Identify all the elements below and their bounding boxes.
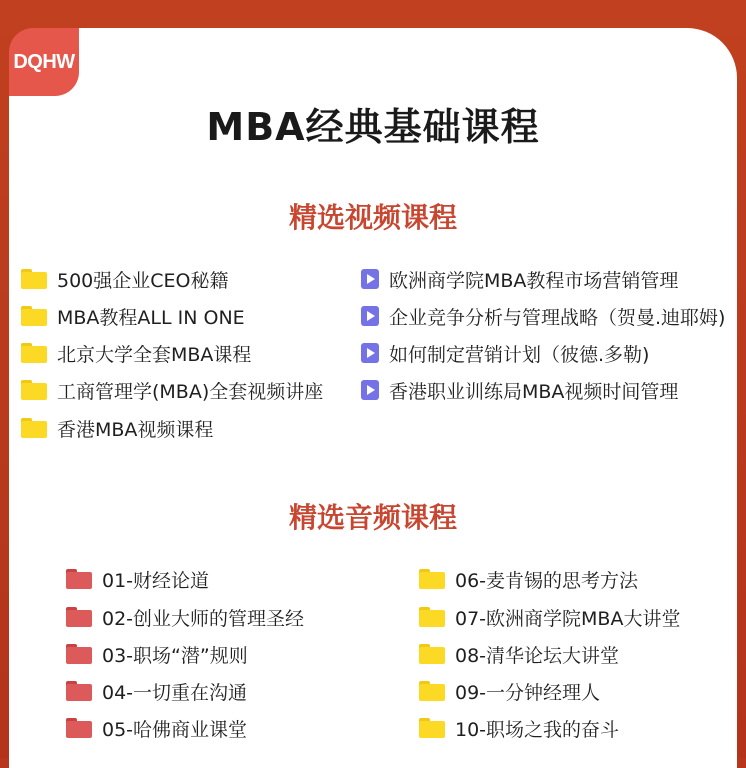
- list-item-label: MBA教程ALL IN ONE: [57, 306, 245, 329]
- list-item-label: 04-一切重在沟通: [102, 681, 248, 704]
- list-item-label: 08-清华论坛大讲堂: [455, 644, 620, 667]
- list-item[interactable]: [419, 676, 600, 706]
- page-title: MBA经典基础课程: [206, 105, 540, 149]
- folder-icon: [66, 569, 92, 589]
- list-item[interactable]: [21, 338, 251, 368]
- logo-badge: DQHW: [9, 28, 79, 96]
- folder-icon: [21, 380, 47, 400]
- list-item-label: 香港MBA视频课程: [57, 418, 214, 441]
- video-file-icon: [361, 269, 379, 289]
- list-item[interactable]: [419, 564, 638, 594]
- list-item[interactable]: [361, 375, 678, 405]
- list-item-label: 07-欧洲商学院MBA大讲堂: [455, 607, 681, 630]
- list-item-label: 10-职场之我的奋斗: [455, 718, 620, 741]
- folder-icon: [21, 306, 47, 326]
- audio-section-title: 精选音频课程: [288, 501, 457, 534]
- list-item-label: 02-创业大师的管理圣经: [102, 607, 305, 630]
- list-item-label: 香港职业训练局MBA视频时间管理: [389, 380, 679, 403]
- video-file-icon: [361, 380, 379, 400]
- list-item[interactable]: [66, 564, 209, 594]
- list-item[interactable]: [66, 713, 247, 743]
- list-item[interactable]: [66, 676, 247, 706]
- list-item-label: 如何制定营销计划（彼德.多勒): [389, 343, 650, 366]
- list-item-label: 企业竞争分析与管理战略（贺曼.迪耶姆): [389, 306, 726, 329]
- folder-icon: [66, 644, 92, 664]
- folder-icon: [66, 718, 92, 738]
- list-item[interactable]: [66, 639, 248, 669]
- list-item[interactable]: [361, 338, 649, 368]
- list-item-label: 工商管理学(MBA)全套视频讲座: [57, 380, 324, 403]
- folder-icon: [419, 569, 445, 589]
- list-item[interactable]: [66, 602, 304, 632]
- folder-icon: [21, 269, 47, 289]
- list-item-label: 09-一分钟经理人: [455, 681, 601, 704]
- list-item[interactable]: [21, 413, 213, 443]
- list-item-label: 01-财经论道: [102, 569, 210, 592]
- video-file-icon: [361, 343, 379, 363]
- list-item[interactable]: [361, 264, 678, 294]
- list-item[interactable]: [21, 264, 229, 294]
- list-item-label: 06-麦肯锡的思考方法: [455, 569, 639, 592]
- folder-icon: [21, 343, 47, 363]
- video-section-title: 精选视频课程: [288, 201, 457, 234]
- list-item[interactable]: [21, 375, 323, 405]
- list-item-label: 欧洲商学院MBA教程市场营销管理: [389, 269, 679, 292]
- list-item-label: 03-职场“潜”规则: [102, 644, 248, 667]
- list-item[interactable]: [361, 301, 725, 331]
- folder-icon: [419, 607, 445, 627]
- folder-icon: [419, 681, 445, 701]
- list-item-label: 05-哈佛商业课堂: [102, 718, 248, 741]
- list-item-label: 500强企业CEO秘籍: [57, 269, 229, 292]
- video-file-icon: [361, 306, 379, 326]
- list-item[interactable]: [21, 301, 245, 331]
- list-item-label: 北京大学全套MBA课程: [57, 343, 252, 366]
- folder-icon: [66, 607, 92, 627]
- folder-icon: [419, 644, 445, 664]
- folder-icon: [419, 718, 445, 738]
- list-item[interactable]: [419, 639, 619, 669]
- folder-icon: [21, 418, 47, 438]
- list-item[interactable]: [419, 713, 619, 743]
- folder-icon: [66, 681, 92, 701]
- list-item[interactable]: [419, 602, 680, 632]
